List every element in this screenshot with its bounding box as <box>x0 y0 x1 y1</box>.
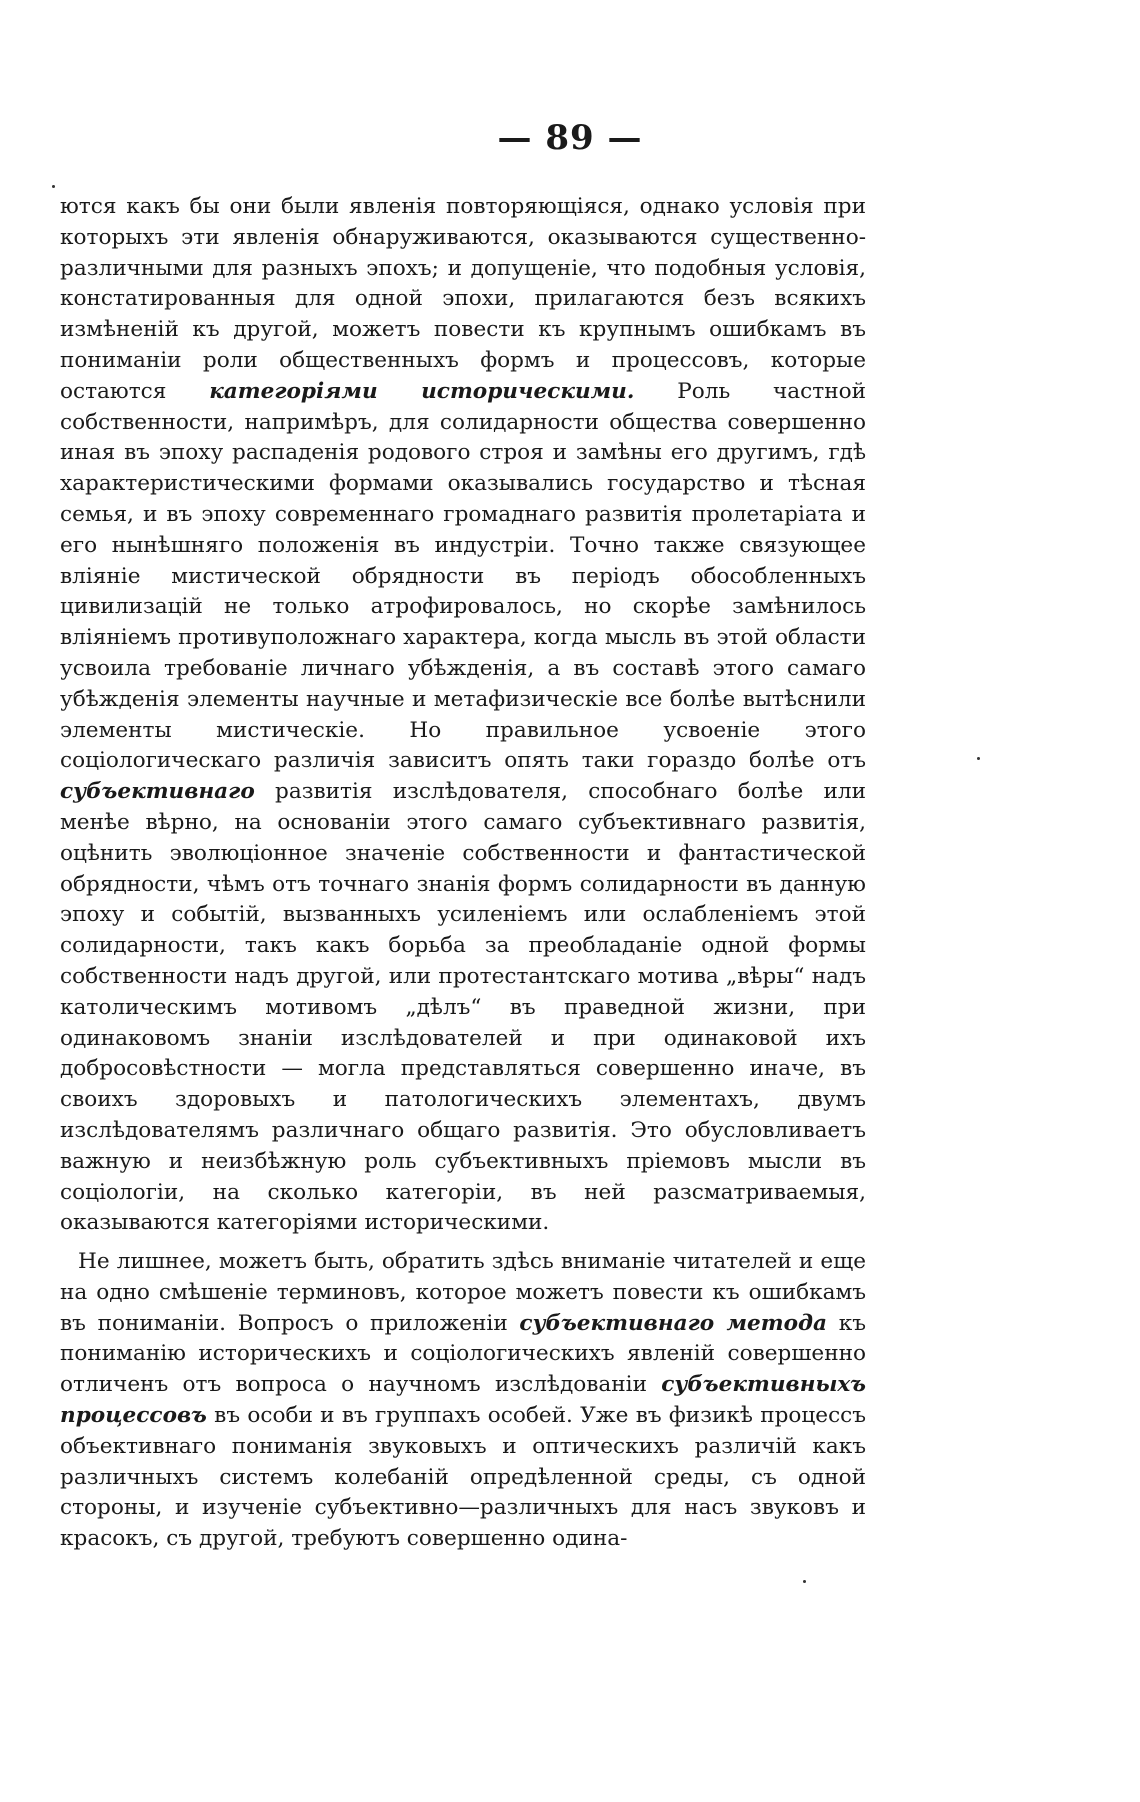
emphasis: категоріями историческими. <box>209 378 635 404</box>
paragraph <box>60 1247 866 1555</box>
emphasis: субъективныхъ процессовъ <box>60 1372 866 1429</box>
text-span: развитія изслѣдователя, способнаго болѣе или менѣе вѣрно, на основаніи этого самаго субъективнаго развитія, оцѣнить эволюціонное значеніе собственности и фантастической обрядности, чѣмъ отъ точнаго знанія формъ солидарности въ данную эпоху и событій, вызванныхъ усиленіемъ или ослабленіемъ этой солидарности, такъ какъ борьба за преобладаніе одной формы собственности надъ другой, или протестантскаго мотива „вѣры“ надъ католическимъ мотивомъ „дѣлъ“ въ праведной жизни, при одинаковомъ знаніи изслѣдователей и при одинаковой ихъ добросовѣстности — могла представляться совершенно иначе, въ своихъ здоровыхъ и патологическихъ элементахъ, двумъ изслѣдователямъ различнаго общаго развитія. Это обусловливаетъ важную и неизбѣжную роль субъективныхъ пріемовъ мысли въ соціологіи, на сколько категоріи, въ ней разсматриваемыя, оказываются категоріями историческими. <box>60 779 866 1236</box>
text-span: къ пониманію историческихъ и соціологическихъ явленій совершенно отличенъ отъ вопроса о научномъ изслѣдованіи <box>60 1310 866 1398</box>
emphasis: субъективнаго <box>60 779 255 805</box>
text-span: въ особи и въ группахъ особей. Уже въ физикѣ процессъ объективнаго пониманія звуковыхъ и оптическихъ различій какъ различныхъ системъ колебаній опредѣленной среды, съ одной стороны, и изученіе субъективно—различныхъ для насъ звуковъ и красокъ, съ другой, требуютъ совершенно одина- <box>60 1403 866 1552</box>
scan-speck <box>977 757 980 760</box>
text-span: Роль частной собственности, напримѣръ, для солидарности общества совершенно иная въ эпоху распаденія родового строя и замѣны его другимъ, гдѣ характеристическими формами оказывались государство и тѣсная семья, и въ эпоху современнаго громаднаго развитія пролетаріата и его нынѣшняго положенія въ индустріи. Точно также связующее вліяніе мистической обрядности въ періодъ обособленныхъ цивилизацій не только атрофировалось, но скорѣе замѣнилось вліяніемъ противуположнаго характера, когда мысль въ этой области усвоила требованіе личнаго убѣжденія, а въ составѣ этого самаго убѣжденія элементы научные и метафизическіе все болѣе вытѣснили элементы мистическіе. Но правильное усвоеніе этого соціологическаго различія зависитъ опять таки гораздо болѣе отъ <box>60 378 866 774</box>
scan-speck <box>52 185 55 188</box>
body-text <box>60 192 866 1555</box>
scan-speck <box>803 1580 806 1583</box>
page-number: — 89 — <box>497 118 643 158</box>
text-span: ются какъ бы они были явленія повторяющіяся, однако условія при которыхъ эти явленія обнаруживаются, оказываются существенно-различными для разныхъ эпохъ; и допущеніе, что подобныя условія, констатированныя для одной эпохи, прилагаются безъ всякихъ измѣненій къ другой, можетъ повести къ крупнымъ ошибкамъ въ пониманіи роли общественныхъ формъ и процессовъ, которые остаются <box>60 194 866 404</box>
emphasis: субъективнаго метода <box>519 1310 828 1336</box>
text-span: Не лишнее, можетъ быть, обратить здѣсь вниманіе читателей и еще на одно смѣшеніе терминовъ, которое можетъ повести къ ошибкамъ въ пониманіи. Вопросъ о приложеніи <box>60 1249 866 1336</box>
paragraph <box>60 192 866 1239</box>
